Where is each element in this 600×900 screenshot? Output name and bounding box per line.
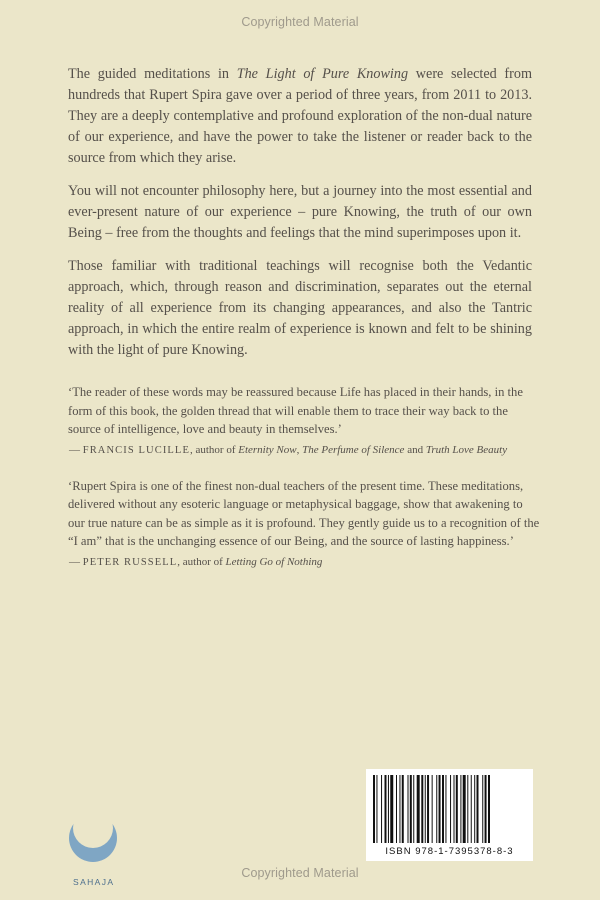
endorsement-lucille	[68, 383, 540, 459]
attribution-book: Eternity Now	[238, 443, 297, 456]
attribution-book: Truth Love Beauty	[425, 443, 508, 456]
publisher-name: SAHAJA	[73, 877, 115, 887]
quote-text: ‘Rupert Spira is one of the finest non-dual teachers of the present time. These meditations, delivered without any esoteric language or metaphysical baggage, show that awakening to our true nature can be as simple as it is profound. They gently guide us to a recognition of the “I am” that is the unchanging essence of our Being, and the source of lasting happiness.’	[68, 478, 540, 548]
blurb-paragraph-1	[68, 64, 532, 169]
barcode-bar	[488, 775, 490, 843]
barcode-bar	[471, 775, 472, 843]
quote-text: ‘The reader of these words may be reassured because Life has placed in their hands, in the form of this book, the golden thread that will enable them to trace their way back to the source of intelligence, love and beauty in themselves.’	[68, 385, 523, 436]
quote-attribution	[69, 442, 540, 459]
barcode-bar	[390, 775, 393, 843]
barcode-bar	[421, 775, 423, 843]
barcode-bar	[385, 775, 387, 843]
isbn-number: ISBN 978-1-7395378-8-3	[385, 846, 514, 857]
attribution-name: PETER RUSSELL	[82, 556, 178, 568]
barcode-bar	[376, 775, 377, 843]
attribution-author-of: , author of	[177, 555, 226, 568]
blurb-paragraph-2: You will not encounter philosophy here, but a journey into the most essential and ever-present nature of our experience – pure Knowing, the truth of our own Being – free from the thoughts and feelings that the mind superimposes upon it.	[68, 183, 532, 241]
book-title: The Light of Pure Knowing	[236, 66, 409, 82]
barcode-bar	[477, 775, 479, 843]
attribution-dash: —	[69, 443, 80, 456]
barcode-bar	[445, 775, 446, 843]
barcode-bar	[432, 775, 433, 843]
blurb-body	[68, 64, 532, 373]
barcode-bar	[439, 775, 441, 843]
barcode-bar	[474, 775, 475, 843]
barcode-bar	[456, 775, 458, 843]
barcode-bar	[436, 775, 437, 843]
attribution-book: Letting Go of Nothing	[225, 555, 323, 568]
barcode-bar	[388, 775, 389, 843]
barcode-bar	[460, 775, 461, 843]
quote-attribution	[69, 554, 540, 571]
barcode-bar	[485, 775, 487, 843]
barcode-bar	[427, 775, 429, 843]
barcode-bar	[482, 775, 483, 843]
copyright-watermark-top: Copyrighted Material	[241, 15, 359, 29]
barcode-bar	[417, 775, 420, 843]
attribution-name: FRANCIS LUCILLE	[82, 444, 190, 456]
attribution-dash: —	[69, 555, 80, 568]
barcode-bar	[442, 775, 444, 843]
attribution-author-of: , author of	[189, 443, 239, 456]
barcode-bar	[450, 775, 451, 843]
attribution-separator: and	[404, 443, 426, 456]
barcode-bars	[373, 775, 526, 843]
endorsement-russell	[68, 477, 540, 571]
barcode	[366, 769, 533, 861]
barcode-bar	[454, 775, 455, 843]
barcode-bar	[413, 775, 414, 843]
copyright-watermark-bottom: Copyrighted Material	[241, 866, 359, 880]
attribution-book: The Perfume of Silence	[302, 443, 405, 456]
barcode-bar	[399, 775, 400, 843]
endorsements	[68, 383, 540, 571]
barcode-bar	[373, 775, 375, 843]
blurb-paragraph-3: Those familiar with traditional teachings will recognise both the Vedantic approach, which, through reason and discrimination, separates out the eternal reality of all experience from its changing appearances, and also the Tantric approach, in which the entire realm of experience is known and felt to be shining with the light of pure Knowing.	[68, 258, 532, 358]
barcode-bar	[467, 775, 468, 843]
barcode-bar	[425, 775, 426, 843]
attribution-separator: ,	[296, 443, 303, 456]
barcode-bar	[396, 775, 397, 843]
barcode-bar	[402, 775, 404, 843]
sahaja-moon-logo-icon	[66, 811, 120, 863]
barcode-bar	[463, 775, 466, 843]
barcode-bar	[381, 775, 382, 843]
barcode-bar	[408, 775, 409, 843]
barcode-bar	[410, 775, 412, 843]
paragraph-1-lead: The guided meditations in	[68, 66, 237, 82]
paragraph-1-rest: were selected from hundreds that Rupert Spira gave over a period of three years, from 2011 to 2013. They are a deeply contemplative and profound exploration of the non-dual nature of our experience, and have the power to take the listener or reader back to the source from which they arise.	[68, 66, 533, 166]
